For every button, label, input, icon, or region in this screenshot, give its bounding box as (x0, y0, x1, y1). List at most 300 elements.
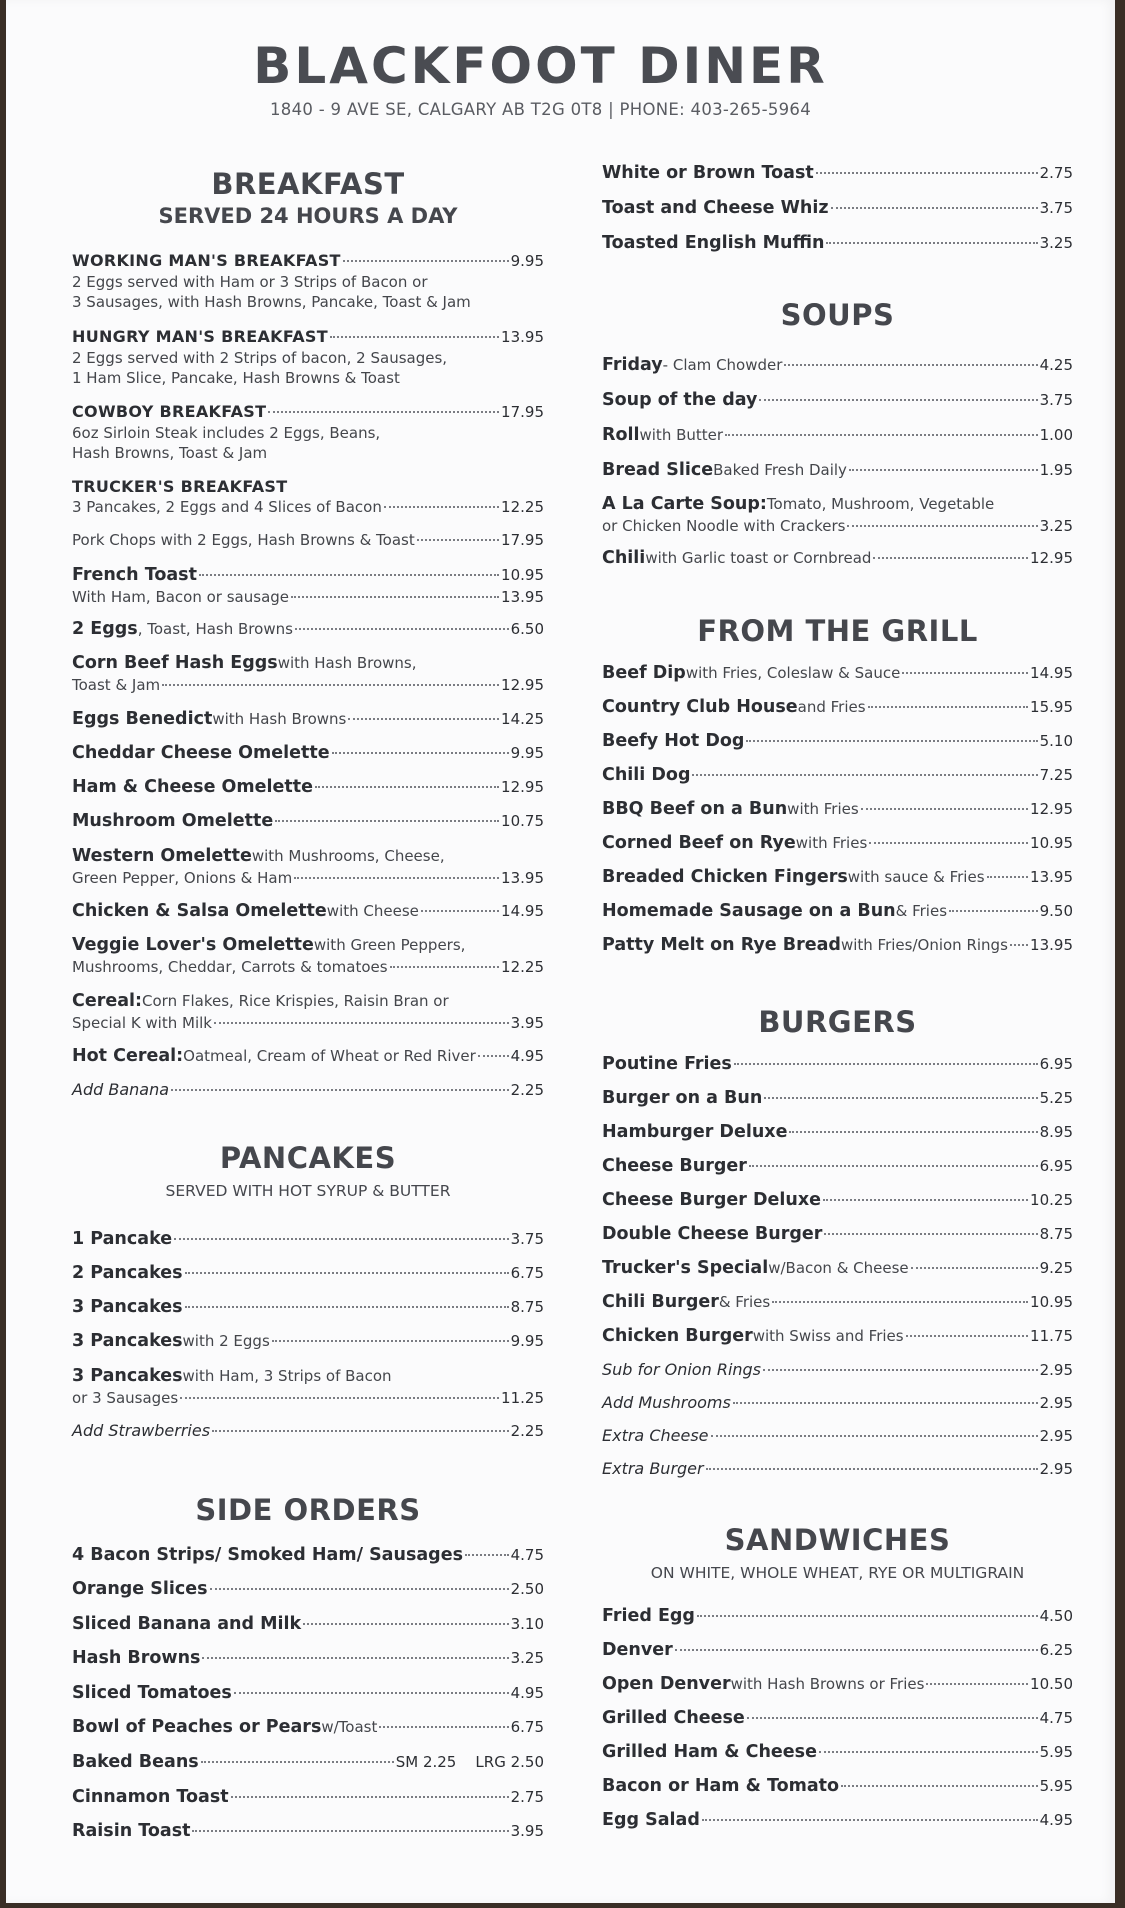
item-price: 2.95 (1039, 1427, 1073, 1445)
item-price: 4.50 (1039, 1607, 1073, 1625)
item-price: 4.75 (510, 1546, 544, 1564)
dot-leader (823, 1199, 1028, 1201)
menu-item (602, 1358, 1073, 1382)
menu-item (72, 651, 544, 696)
item-name: 4 Bacon Strips/ Smoked Ham/ Sausages (72, 1545, 463, 1565)
dot-leader (171, 1089, 509, 1091)
item-name: Hash Browns (72, 1648, 201, 1668)
item-name: Toast and Cheese Whiz (602, 198, 829, 218)
dot-leader (421, 910, 499, 912)
menu-item (602, 1391, 1073, 1415)
menu-item (602, 231, 1073, 255)
dot-leader (826, 242, 1037, 244)
item-price: 10.95 (501, 566, 544, 584)
dot-leader (831, 207, 1038, 209)
menu-item (602, 1324, 1073, 1348)
item-name: Soup of the day (602, 390, 758, 410)
dot-leader (201, 1761, 394, 1763)
item-price: 8.75 (1039, 1225, 1073, 1243)
item-description: Baked Fresh Daily (713, 461, 847, 479)
item-description: with Mushrooms, Cheese, (251, 847, 445, 865)
dot-leader (234, 1692, 509, 1694)
section-note: SERVED WITH HOT SYRUP & BUTTER (165, 1182, 451, 1200)
item-description: , Toast, Hash Browns (137, 620, 293, 638)
item-name: TRUCKER'S BREAKFAST (72, 477, 288, 496)
item-price: 2.25 (510, 1081, 544, 1099)
item-name: 2 Eggs (72, 619, 138, 639)
item-price: 13.95 (1030, 936, 1073, 954)
menu-item (72, 1044, 544, 1068)
dot-leader (926, 1683, 1028, 1685)
item-description: or 3 Sausages (72, 1389, 179, 1407)
menu-item (602, 1604, 1073, 1628)
item-price: 10.25 (1030, 1191, 1073, 1209)
item-name: Cinnamon Toast (72, 1787, 229, 1807)
item-name: Denver (602, 1640, 673, 1660)
item-description: 1 Ham Slice, Pancake, Hash Browns & Toast (72, 369, 400, 387)
menu-item (602, 1774, 1073, 1798)
item-name: Open Denver (602, 1674, 731, 1694)
item-price: 2.95 (1039, 1394, 1073, 1412)
item-price: 14.95 (1030, 664, 1073, 682)
menu-item (602, 1154, 1073, 1178)
menu-item (72, 1612, 544, 1636)
item-price: 5.10 (1039, 732, 1073, 750)
item-price: 9.25 (1039, 1259, 1073, 1277)
item-name: Toasted English Muffin (602, 233, 825, 253)
section-title: SANDWICHES (724, 1523, 951, 1557)
item-description: 3 Sausages, with Hash Browns, Pancake, Toast & Jam (72, 293, 471, 311)
dot-leader (348, 718, 499, 720)
menu-item (72, 1750, 544, 1774)
item-price: 13.95 (501, 588, 544, 606)
item-price: 4.95 (510, 1047, 544, 1065)
dot-leader (303, 1623, 508, 1625)
dot-leader (849, 469, 1038, 471)
item-name: Hot Cereal: (72, 1046, 184, 1066)
item-name: Grilled Ham & Cheese (602, 1742, 817, 1762)
item-price: 6.50 (510, 620, 544, 638)
menu-item (72, 1715, 544, 1739)
item-name: Mushroom Omelette (72, 811, 274, 831)
item-price: 9.95 (510, 252, 544, 270)
item-name: Trucker's Special (602, 1258, 769, 1278)
menu-item (602, 1638, 1073, 1662)
dot-leader (746, 740, 1037, 742)
item-price: 8.75 (510, 1298, 544, 1316)
dot-leader (749, 1165, 1038, 1167)
menu-item (602, 458, 1073, 482)
item-price: 13.95 (501, 869, 544, 887)
restaurant-address: 1840 - 9 AVE SE, CALGARY AB T2G 0T8 | PHONE: 403-265-5964 (269, 100, 812, 119)
dot-leader (185, 1272, 509, 1274)
item-description: with Fries (795, 834, 868, 852)
item-description: With Ham, Bacon or sausage (72, 588, 290, 606)
item-name: Add Mushrooms (602, 1393, 731, 1412)
dot-leader (949, 910, 1038, 912)
item-name: Orange Slices (72, 1579, 208, 1599)
grill-section (602, 613, 1073, 649)
item-description: 2 Eggs served with Ham or 3 Strips of Bacon or (72, 273, 428, 291)
item-description: with Butter (639, 426, 724, 444)
menu-item (602, 899, 1073, 923)
dot-leader (343, 260, 509, 262)
item-price: 10.50 (1030, 1675, 1073, 1693)
item-price: 4.95 (1039, 1811, 1073, 1829)
dot-leader (706, 1468, 1038, 1470)
dot-leader (465, 1554, 509, 1556)
item-name: Veggie Lover's Omelette (72, 935, 314, 955)
item-price: 7.25 (1039, 766, 1073, 784)
menu-item (72, 530, 544, 551)
menu-item (72, 401, 544, 463)
dot-leader (390, 966, 499, 968)
menu-item (602, 763, 1073, 787)
dot-leader (847, 525, 1037, 527)
dot-leader (478, 1055, 509, 1057)
item-description: & Fries (718, 1293, 771, 1311)
item-price: 12.95 (1030, 549, 1073, 567)
menu-item (602, 1740, 1073, 1764)
item-description: with Green Peppers, (313, 936, 466, 954)
item-price: 9.95 (510, 1332, 544, 1350)
dot-leader (734, 1063, 1038, 1065)
menu-item (72, 1543, 544, 1567)
item-description: with Hash Browns, (277, 654, 417, 672)
item-description: 6oz Sirloin Steak includes 2 Eggs, Beans, (72, 424, 381, 442)
dot-leader (784, 364, 1037, 366)
item-name: Add Banana (72, 1080, 170, 1099)
item-description: with 2 Eggs (182, 1332, 270, 1350)
dot-leader (759, 399, 1037, 401)
item-price: 2.25 (510, 1422, 544, 1440)
item-name: Chicken Burger (602, 1326, 753, 1346)
dot-leader (202, 1657, 508, 1659)
item-price: 14.95 (501, 902, 544, 920)
dot-leader (231, 1796, 509, 1798)
item-name: Beef Dip (602, 663, 686, 683)
item-price: 2.75 (1039, 164, 1073, 182)
item-name: Extra Cheese (602, 1426, 709, 1445)
item-name: Breaded Chicken Fingers (602, 867, 848, 887)
menu-item (602, 1256, 1073, 1280)
dot-leader (725, 434, 1038, 436)
dot-leader (697, 1615, 1038, 1617)
dot-leader (911, 1267, 1038, 1269)
menu-item (72, 775, 544, 799)
item-description: w/Toast (321, 1718, 378, 1736)
menu-item (602, 729, 1073, 753)
item-price: SM 2.25 LRG 2.50 (395, 1753, 544, 1771)
item-price: 2.95 (1039, 1460, 1073, 1478)
dot-leader (384, 506, 499, 508)
menu-item (72, 476, 544, 518)
item-name: Chili (602, 548, 646, 568)
dot-leader (902, 672, 1028, 674)
item-name: Country Club House (602, 697, 798, 717)
item-name: Cereal: (72, 991, 143, 1011)
item-price: 17.95 (501, 531, 544, 549)
item-name: BBQ Beef on a Bun (602, 799, 788, 819)
item-price: 1.95 (1039, 461, 1073, 479)
item-price: 12.95 (1030, 800, 1073, 818)
item-name: Friday (602, 355, 663, 375)
item-price: 3.25 (1039, 517, 1073, 535)
item-price: 3.25 (510, 1649, 544, 1667)
item-price: 10.75 (501, 812, 544, 830)
item-price: 9.95 (510, 744, 544, 762)
item-price: 2.95 (1039, 1361, 1073, 1379)
section-title: BREAKFAST (211, 167, 405, 201)
section-title: FROM THE GRILL (697, 614, 978, 648)
menu-item (72, 326, 544, 388)
dot-leader (180, 1397, 499, 1399)
menu-item (72, 1261, 544, 1285)
dot-leader (185, 1306, 509, 1308)
section-title: PANCAKES (219, 1141, 397, 1175)
dot-leader (873, 557, 1028, 559)
item-price: 6.95 (1039, 1157, 1073, 1175)
item-name: 3 Pancakes (72, 1366, 183, 1386)
menu-item (602, 661, 1073, 685)
menu-item (72, 707, 544, 731)
menu-item (72, 1329, 544, 1353)
dot-leader (294, 877, 499, 879)
section-title: SIDE ORDERS (195, 1493, 421, 1527)
item-name: Sliced Banana and Milk (72, 1614, 302, 1634)
menu-item (602, 388, 1073, 412)
item-description: Corn Flakes, Rice Krispies, Raisin Bran or (142, 992, 449, 1010)
menu-item (602, 797, 1073, 821)
item-price: 13.95 (501, 328, 544, 346)
menu-item (602, 546, 1073, 570)
menu-item (72, 899, 544, 923)
menu-item (72, 1078, 544, 1102)
item-name: Western Omelette (72, 846, 252, 866)
item-name: Fried Egg (602, 1606, 695, 1626)
menu-item (602, 695, 1073, 719)
item-price: 2.75 (510, 1788, 544, 1806)
menu-item (602, 1222, 1073, 1246)
side-orders-section (72, 1492, 544, 1528)
dot-leader (819, 1751, 1038, 1753)
section-note: ON WHITE, WHOLE WHEAT, RYE OR MULTIGRAIN (650, 1564, 1025, 1582)
item-price: 3.75 (1039, 391, 1073, 409)
item-name: Add Strawberries (72, 1421, 211, 1440)
menu-item (72, 1681, 544, 1705)
item-price: 6.75 (510, 1718, 544, 1736)
item-price: 3.25 (1039, 234, 1073, 252)
dot-leader (906, 1335, 1028, 1337)
item-name: Sub for Onion Rings (602, 1360, 762, 1379)
menu-item (72, 1646, 544, 1670)
item-name: White or Brown Toast (602, 163, 814, 183)
item-name: Sliced Tomatoes (72, 1683, 232, 1703)
item-price: 4.95 (510, 1684, 544, 1702)
item-price: 3.95 (510, 1822, 544, 1840)
menu-item (602, 831, 1073, 855)
item-name: COWBOY BREAKFAST (72, 402, 267, 421)
item-description: with Ham, 3 Strips of Bacon (182, 1367, 392, 1385)
item-name: 1 Pancake (72, 1229, 173, 1249)
item-name: Burger on a Bun (602, 1088, 763, 1108)
item-price: 6.25 (1039, 1641, 1073, 1659)
menu-item (72, 933, 544, 978)
dot-leader (295, 628, 509, 630)
item-price: 2.50 (510, 1580, 544, 1598)
menu-item (72, 1419, 544, 1443)
menu-item (72, 1295, 544, 1319)
item-price: 12.25 (501, 498, 544, 516)
item-description: Mushrooms, Cheddar, Carrots & tomatoes (72, 958, 388, 976)
menu-header (6, 36, 1115, 119)
item-description: with Hash Browns or Fries (730, 1675, 925, 1693)
item-price: 4.25 (1039, 356, 1073, 374)
item-name: Homemade Sausage on a Bun (602, 901, 896, 921)
item-price: 3.75 (1039, 199, 1073, 217)
item-name: Chili Burger (602, 1292, 719, 1312)
item-description: Green Pepper, Onions & Ham (72, 869, 293, 887)
item-name: Baked Beans (72, 1752, 199, 1772)
dot-leader (1010, 944, 1028, 946)
dot-leader (675, 1649, 1038, 1651)
menu-item (602, 161, 1073, 185)
item-price: 12.95 (501, 676, 544, 694)
dot-leader (210, 1588, 509, 1590)
item-name: Beefy Hot Dog (602, 731, 745, 751)
item-name: Patty Melt on Rye Bread (602, 935, 841, 955)
item-name: French Toast (72, 565, 197, 585)
menu-item (602, 492, 1073, 537)
dot-leader (789, 1131, 1037, 1133)
menu-item (602, 1706, 1073, 1730)
restaurant-name: BLACKFOOT DINER (253, 37, 828, 95)
menu-item (72, 1227, 544, 1251)
item-description: with Fries/Onion Rings (840, 936, 1008, 954)
item-name: Chicken & Salsa Omelette (72, 901, 327, 921)
item-name: Bacon or Ham & Tomato (602, 1776, 840, 1796)
item-price: 13.95 (1030, 868, 1073, 886)
dot-leader (764, 1097, 1037, 1099)
item-price: 6.75 (510, 1264, 544, 1282)
section-title: SOUPS (780, 298, 895, 332)
item-name: Cheese Burger (602, 1156, 747, 1176)
item-name: Bowl of Peaches or Pears (72, 1717, 322, 1737)
item-description: Toast & Jam (72, 676, 161, 694)
item-price: 5.95 (1039, 1777, 1073, 1795)
item-name: Ham & Cheese Omelette (72, 777, 314, 797)
section-title: BURGERS (758, 1005, 917, 1039)
burgers-section (602, 1004, 1073, 1040)
item-description: Oatmeal, Cream of Wheat or Red River (183, 1047, 476, 1065)
dot-leader (772, 1301, 1028, 1303)
item-name: 3 Pancakes (72, 1331, 183, 1351)
item-price: 5.25 (1039, 1089, 1073, 1107)
menu-item (72, 1785, 544, 1809)
dot-leader (868, 706, 1029, 708)
menu-item (602, 865, 1073, 889)
section-subtitle: SERVED 24 HOURS A DAY (158, 204, 458, 228)
item-description: Pork Chops with 2 Eggs, Hash Browns & Toast (72, 531, 415, 549)
item-name: Raisin Toast (72, 1821, 191, 1841)
item-name: A La Carte Soup: (602, 494, 767, 514)
item-price: 12.25 (501, 958, 544, 976)
menu-item (602, 1808, 1073, 1832)
menu-item (602, 1424, 1073, 1448)
item-description: Tomato, Mushroom, Vegetable (766, 495, 995, 513)
item-name: Egg Salad (602, 1810, 700, 1830)
item-description: and Fries (797, 698, 866, 716)
dot-leader (861, 808, 1028, 810)
dot-leader (315, 786, 499, 788)
item-name: Roll (602, 425, 640, 445)
menu-item (72, 617, 544, 641)
item-price: 6.95 (1039, 1055, 1073, 1073)
menu-item (602, 1120, 1073, 1144)
item-price: 11.25 (501, 1389, 544, 1407)
item-name: Eggs Benedict (72, 709, 213, 729)
item-price: 9.50 (1039, 902, 1073, 920)
item-price: 3.95 (510, 1014, 544, 1032)
item-name: Hamburger Deluxe (602, 1122, 788, 1142)
sandwiches-section (602, 1522, 1073, 1584)
dot-leader (275, 820, 499, 822)
item-description: & Fries (895, 902, 948, 920)
menu-item (602, 1086, 1073, 1110)
dot-leader (702, 1819, 1038, 1821)
item-price: 3.75 (510, 1230, 544, 1248)
item-name: Grilled Cheese (602, 1708, 745, 1728)
menu-item (602, 1457, 1073, 1481)
item-description: 3 Pancakes, 2 Eggs and 4 Slices of Bacon (72, 498, 382, 516)
item-name: 3 Pancakes (72, 1297, 183, 1317)
dot-leader (332, 752, 509, 754)
dot-leader (330, 336, 499, 338)
item-description: 2 Eggs served with 2 Strips of bacon, 2 Sausages, (72, 349, 448, 367)
item-name: Poutine Fries (602, 1054, 732, 1074)
dot-leader (162, 684, 499, 686)
menu-item (602, 353, 1073, 377)
dot-leader (747, 1717, 1038, 1719)
item-description: with Hash Browns (212, 710, 347, 728)
breakfast-section (72, 166, 544, 230)
dot-leader (987, 876, 1029, 878)
item-price: 17.95 (501, 403, 544, 421)
menu-item (602, 196, 1073, 220)
dot-leader (291, 596, 499, 598)
item-description: with sauce & Fries (847, 868, 985, 886)
dot-leader (841, 1785, 1038, 1787)
menu-item (72, 989, 544, 1034)
item-name: Cheddar Cheese Omelette (72, 743, 330, 763)
menu-item (602, 1672, 1073, 1696)
item-price: 10.95 (1030, 834, 1073, 852)
menu-item (72, 1577, 544, 1601)
item-description: with Fries (787, 800, 859, 818)
item-name: Chili Dog (602, 765, 691, 785)
item-price: 3.10 (510, 1615, 544, 1633)
item-price: 10.95 (1030, 1293, 1073, 1311)
item-description: with Garlic toast or Cornbread (645, 549, 872, 567)
dot-leader (379, 1726, 508, 1728)
item-description: with Swiss and Fries (752, 1327, 904, 1345)
dot-leader (214, 1022, 509, 1024)
item-description: with Cheese (326, 902, 419, 920)
item-price: 8.95 (1039, 1123, 1073, 1141)
item-price: 14.25 (501, 710, 544, 728)
menu-item (72, 1364, 544, 1409)
item-price: 4.75 (1039, 1709, 1073, 1727)
